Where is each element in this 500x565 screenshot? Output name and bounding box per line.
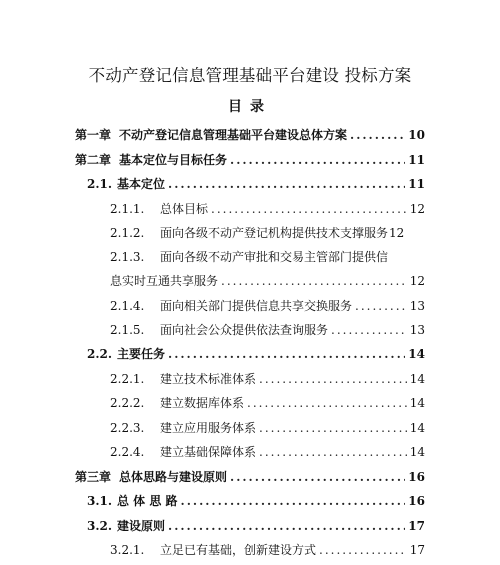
toc-text: 总体思路与建设原则 (119, 470, 228, 484)
toc-leader (355, 298, 407, 314)
toc-entry-chapter-1[interactable] (75, 127, 425, 143)
toc-page: 12 (409, 274, 425, 288)
toc-text: 基本定位与目标任务 (119, 153, 228, 167)
toc-page: 14 (409, 372, 425, 386)
toc-leader (259, 420, 407, 436)
toc-number: 2.1.2. (110, 226, 145, 240)
toc-leader (350, 127, 405, 143)
toc-page: 13 (409, 323, 425, 337)
toc-text: 立足已有基础，创新建设方式 (160, 543, 317, 557)
toc-page: 17 (408, 519, 425, 533)
toc-page: 11 (408, 177, 425, 191)
toc-text: 建设原则 (117, 519, 166, 533)
toc-leader (230, 469, 405, 485)
toc-text: 建立技术标准体系 (160, 372, 257, 386)
toc-entry-2-1-3-continued[interactable] (110, 273, 425, 289)
toc-entry-2-1-4[interactable] (110, 298, 425, 314)
toc-leader (221, 273, 407, 289)
toc-page: 14 (409, 421, 425, 435)
toc-text: 面向各级不动产登记机构提供技术支撑服务 (160, 226, 389, 240)
toc-entry-3-1[interactable] (87, 493, 425, 509)
toc-number: 2.1.1. (110, 202, 145, 216)
toc-entry-chapter-3[interactable] (75, 469, 425, 485)
toc-entry-2-2-4[interactable] (110, 444, 425, 460)
toc-entry-2-2-3[interactable] (110, 420, 425, 436)
toc-text: 建立基础保障体系 (160, 445, 257, 459)
toc-number: 2.2. (87, 347, 113, 361)
toc-number: 第二章 (75, 153, 112, 167)
toc-page: 14 (408, 347, 425, 361)
toc-number: 2.1.4. (110, 299, 145, 313)
toc-leader (211, 201, 407, 217)
toc-number: 2.2.4. (110, 445, 145, 459)
toc-entry-2-1-1[interactable] (110, 201, 425, 217)
toc-page: 11 (408, 153, 425, 167)
toc-page: 14 (409, 445, 425, 459)
toc-text: 总体目标 (160, 202, 209, 216)
toc-leader (247, 395, 407, 411)
toc-text: 总 体 思 路 (117, 494, 178, 508)
toc-leader (181, 493, 406, 509)
toc-page: 14 (409, 396, 425, 410)
toc-entry-2-1[interactable] (87, 176, 425, 192)
toc-number: 2.1.3. (110, 250, 145, 264)
toc-entry-3-2[interactable] (87, 518, 425, 534)
toc-page: 16 (408, 470, 425, 484)
toc-text: 建立数据库体系 (160, 396, 245, 410)
toc-page: 17 (409, 543, 425, 557)
toc-entry-2-2-2[interactable] (110, 395, 425, 411)
toc-text: 面向相关部门提供信息共享交换服务 (160, 299, 353, 313)
toc-number: 2.1. (87, 177, 113, 191)
toc-entry-3-2-1[interactable] (110, 542, 425, 558)
document-title: 不动产登记信息管理基础平台建设 投标方案 (88, 66, 412, 85)
toc-leader (259, 444, 407, 460)
toc-entry-2-1-2[interactable] (110, 225, 425, 241)
toc-text: 面向各级不动产审批和交易主管部门提供信 (160, 250, 389, 264)
toc-leader (168, 346, 405, 362)
toc-page: 16 (408, 494, 425, 508)
toc-page: 12 (389, 226, 405, 240)
toc-leader (230, 152, 405, 168)
toc-number: 2.2.3. (110, 421, 145, 435)
toc-number: 第三章 (75, 470, 112, 484)
toc-text: 建立应用服务体系 (160, 421, 257, 435)
toc-number: 3.2. (87, 519, 113, 533)
toc-text: 基本定位 (117, 177, 166, 191)
toc-page: 12 (409, 202, 425, 216)
toc-heading: 目录 (228, 99, 272, 115)
toc-leader (331, 322, 407, 338)
toc-text: 面向社会公众提供依法查询服务 (160, 323, 329, 337)
toc-number: 3.1. (87, 494, 113, 508)
toc-entry-2-1-5[interactable] (110, 322, 425, 338)
toc-entry-chapter-2[interactable] (75, 152, 425, 168)
toc-leader (259, 371, 407, 387)
toc-page: 10 (408, 128, 425, 142)
toc-number: 2.2.2. (110, 396, 145, 410)
toc-number: 2.2.1. (110, 372, 145, 386)
toc-leader (319, 542, 407, 558)
toc-text: 主要任务 (117, 347, 166, 361)
toc-entry-2-2[interactable] (87, 346, 425, 362)
toc-text: 不动产登记信息管理基础平台建设总体方案 (119, 128, 348, 142)
toc-leader (168, 518, 405, 534)
toc-leader (168, 176, 405, 192)
toc-text-continued: 息实时互通共享服务 (110, 274, 219, 288)
toc-page: 13 (409, 299, 425, 313)
toc-entry-2-1-3[interactable] (110, 249, 425, 265)
toc-number: 3.2.1. (110, 543, 145, 557)
toc-number: 2.1.5. (110, 323, 145, 337)
toc-entry-2-2-1[interactable] (110, 371, 425, 387)
toc-number: 第一章 (75, 128, 112, 142)
